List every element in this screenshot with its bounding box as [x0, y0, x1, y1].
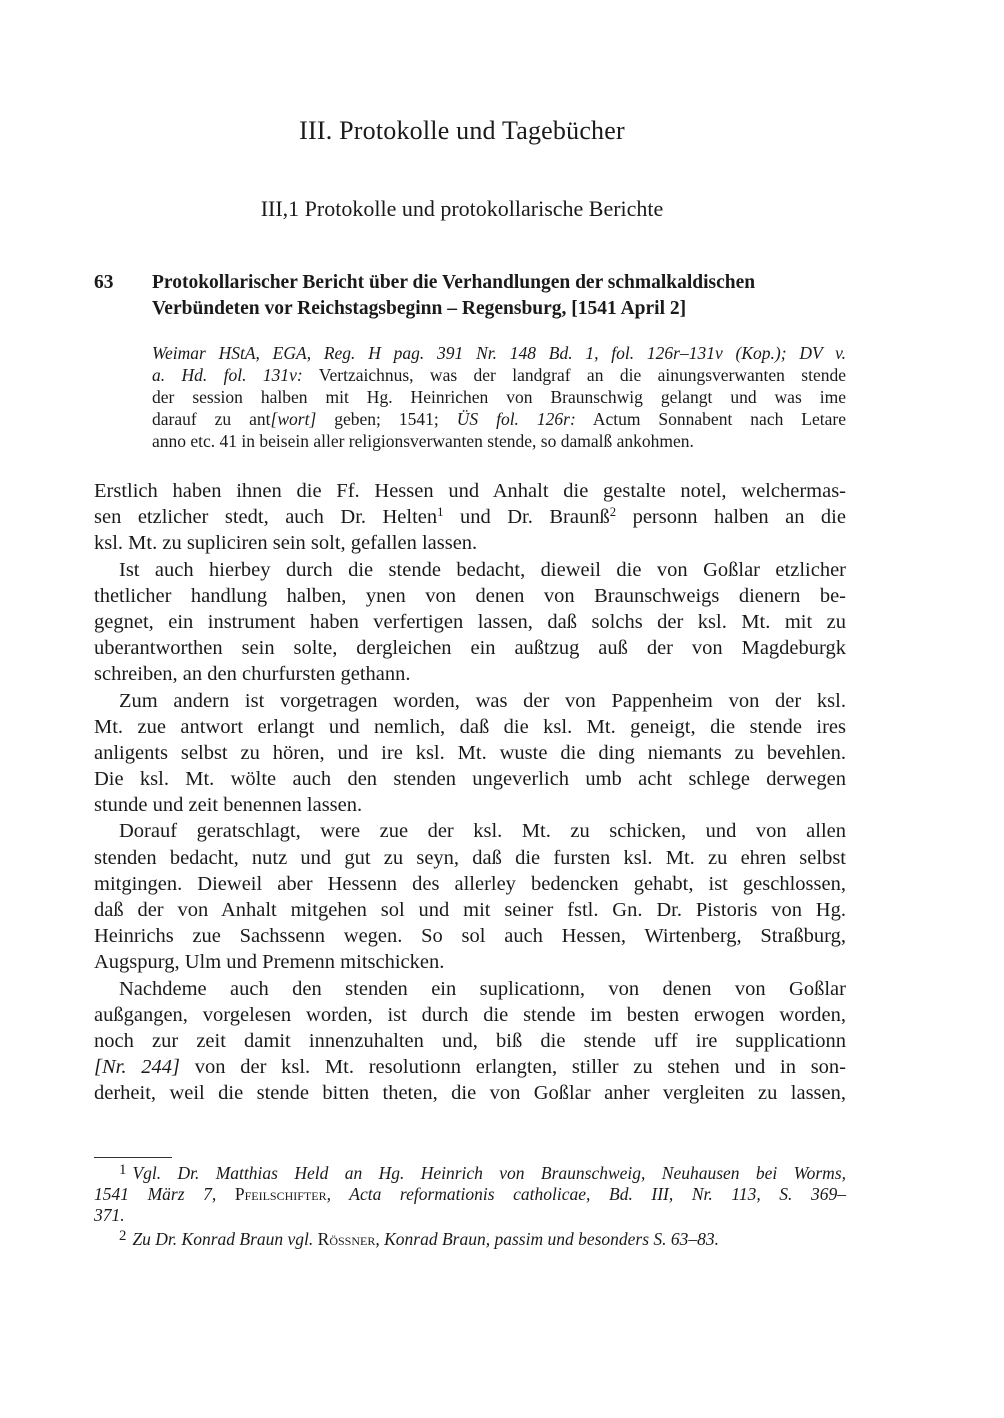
body-line: gegnet, ein instrument haben verfertigen lassen, daß solchs der ksl. Mt. mit zu	[94, 610, 846, 633]
body-line: schreiben, an den churfursten gethann.	[94, 663, 411, 686]
source-line	[152, 408, 846, 430]
source-text: Vertzaichnus, was der landgraf an die ainungsverwanten stende	[302, 365, 846, 385]
body-line: außgangen, vorgelesen worden, ist durch die stende im besten erwogen worden,	[94, 1003, 846, 1026]
body-text-run: personn halben an die	[616, 506, 846, 529]
source-line	[152, 364, 846, 386]
document-title	[152, 270, 846, 322]
footnote-line	[94, 1184, 846, 1205]
footnote-text: 1541 März 7,	[94, 1184, 235, 1205]
footnote-text: , Konrad Braun, passim und besonders S. 63–83.	[375, 1229, 720, 1250]
author-name: Rössner	[317, 1229, 376, 1250]
chapter-title: III. Protokolle und Tagebücher	[299, 116, 625, 145]
body-line: Ist auch hierbey durch die stende bedacht, dieweil die von Goßlar etzlicher	[119, 558, 846, 581]
body-line: Dorauf geratschlagt, were zue der ksl. Mt. zu schicken, und von allen	[119, 820, 846, 843]
footnote-number: 2	[119, 1228, 127, 1245]
source-text: darauf zu ant	[152, 409, 271, 429]
footnote-line	[94, 1160, 846, 1184]
body-text-run: von der ksl. Mt. resolutionn erlangten, stiller zu stehen und in son-	[179, 1056, 846, 1079]
body-line: Nachdeme auch den stenden ein suplicationn, von denen von Goßlar	[119, 977, 846, 1000]
footnote-line	[94, 1226, 846, 1250]
body-line: Die ksl. Mt. wölte auch den stenden ungeverlich umb acht schlege derwegen	[94, 768, 846, 791]
document-title-line: Protokollarischer Bericht über die Verhandlungen der schmalkaldischen	[152, 272, 756, 293]
body-line: Mt. zue antwort erlangt und nemlich, daß die ksl. Mt. geneigt, die stende ires	[94, 715, 846, 738]
body-line: Erstlich haben ihnen die Ff. Hessen und Anhalt die gestalte notel, welchermas-	[94, 480, 846, 502]
body-line: Heinrichs zue Sachssenn wegen. So sol auch Hessen, Wirtenberg, Straßburg,	[94, 925, 846, 948]
document-heading	[94, 270, 846, 322]
body-line: uberantworthen sein solte, dergleichen ein außtzug auß der von Magdeburgk	[94, 637, 846, 660]
source-line: der session halben mit Hg. Heinrichen von Braunschwig gelangt und was ime	[152, 387, 846, 407]
body-line: derheit, weil die stende bitten theten, die von Goßlar anher vergleiten zu lassen,	[94, 1082, 846, 1105]
source-note	[152, 342, 846, 452]
source-text: geben; 1541;	[316, 409, 457, 429]
document-number: 63	[94, 272, 114, 293]
body-line	[94, 504, 846, 530]
footnote-text: Zu Dr. Konrad Braun vgl.	[132, 1229, 318, 1250]
body-line: mitgingen. Dieweil aber Hessenn des allerley bedencken gehabt, ist geschlossen,	[94, 872, 846, 895]
source-emendation: [wort]	[270, 409, 317, 429]
body-line: noch zur zeit damit innenzuhalten und, biß die stende uff ire supplicationn	[94, 1029, 846, 1052]
footnote-text: , Acta reformationis catholicae, Bd. III, Nr. 113, S. 369–	[326, 1184, 846, 1205]
source-ref: ÜS fol. 126r:	[456, 409, 576, 429]
section-title: III,1 Protokolle und protokollarische Berichte	[260, 196, 664, 221]
author-name: Pfeilschifter	[234, 1184, 327, 1205]
body-text	[94, 478, 846, 1107]
body-text-run: sen etzlicher stedt, auch Dr. Helten	[94, 506, 438, 529]
footnote-ref[interactable]: 2	[609, 505, 617, 520]
body-line: ksl. Mt. zu supliciren sein solt, gefallen lassen.	[94, 532, 478, 555]
body-line: Augspurg, Ulm und Premenn mitschicken.	[94, 951, 445, 974]
footnote-ref[interactable]: 1	[437, 505, 444, 520]
cross-reference[interactable]: [Nr. 244]	[94, 1056, 180, 1079]
source-line: anno etc. 41 in beisein aller religionsverwanten stende, so damalß ankohmen.	[152, 431, 694, 451]
body-line: Zum andern ist vorgetragen worden, was der von Pappenheim von der ksl.	[119, 689, 846, 712]
source-text: Actum Sonnabent nach Letare	[575, 409, 846, 429]
footnote-text: Vgl. Dr. Matthias Held an Hg. Heinrich von Braunschweig, Neuhausen bei Worms,	[132, 1163, 846, 1184]
body-line: stenden bedacht, nutz und gut zu seyn, daß die fursten ksl. Mt. zu ehren selbst	[94, 846, 846, 869]
footnote-number: 1	[119, 1162, 127, 1178]
body-line: thetlicher handlung halben, ynen von denen von Braunschweigs dienern be-	[94, 584, 846, 607]
body-line: anligents selbst zu hören, und ire ksl. Mt. wuste die ding niemants zu bevehlen.	[94, 741, 846, 764]
body-line: stunde und zeit benennen lassen.	[94, 794, 363, 817]
source-ref: a. Hd. fol. 131v:	[152, 365, 303, 385]
footnote-line: 371.	[94, 1205, 125, 1226]
footnotes	[94, 1160, 846, 1250]
document-title-line: Verbündeten vor Reichstagsbeginn – Regensburg, [1541 April 2]	[152, 298, 687, 319]
body-line	[94, 1054, 846, 1080]
body-line: daß der von Anhalt mitgehen sol und mit seiner fstl. Gn. Dr. Pistoris von Hg.	[94, 899, 846, 921]
footnote-rule	[94, 1157, 172, 1158]
body-text-run: und Dr. Braunß	[443, 506, 610, 529]
source-line: Weimar HStA, EGA, Reg. H pag. 391 Nr. 148 Bd. 1, fol. 126r–131v (Kop.); DV v.	[152, 343, 846, 363]
